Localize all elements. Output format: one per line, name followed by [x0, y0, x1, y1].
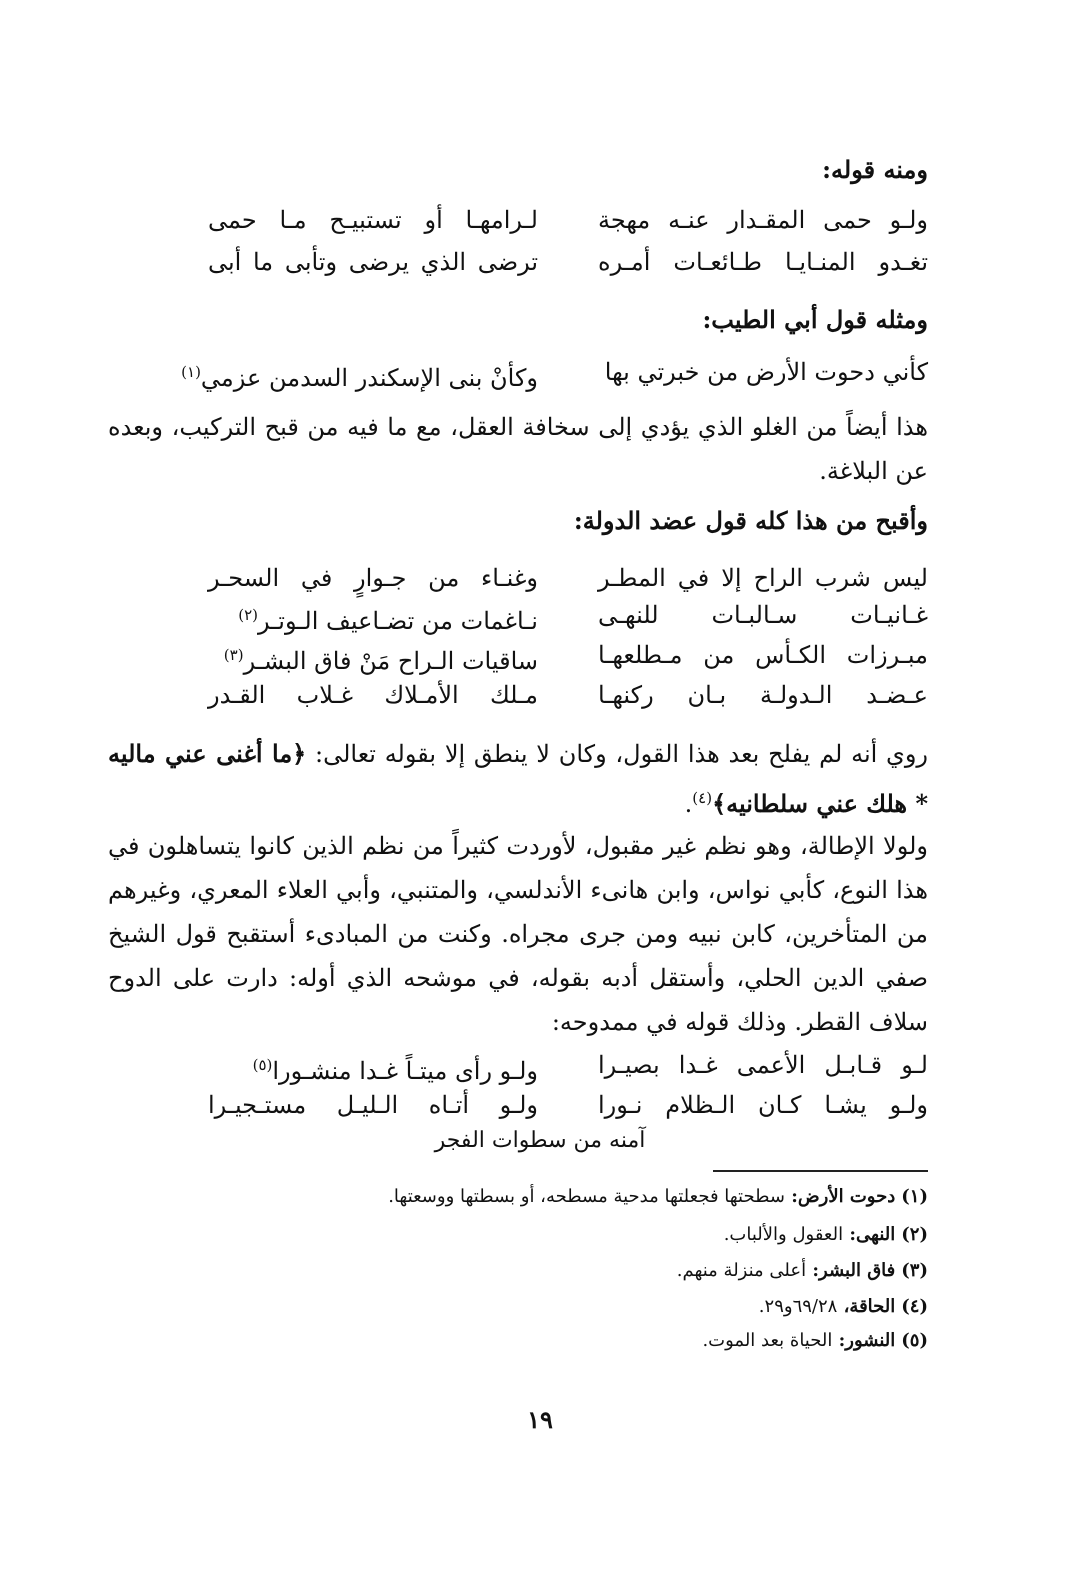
verse-tail: آمنه من سطوات الفجر — [434, 1128, 646, 1153]
verse-hemistich-second: وغنـاء من جـوارٍ في السحـر — [208, 564, 538, 592]
footnote-ref: (٢) — [238, 606, 259, 624]
footnote: (١)دحوت الأرض: سطحتها فجعلتها مدحية مسطحه، أو بسطتها ووسعتها. — [388, 1186, 928, 1207]
footnote: (٢)النهى: العقول والألباب. — [723, 1224, 928, 1245]
verse-hemistich-first: ليس شرب الراح إلا في المطـر — [598, 564, 928, 592]
verse-hemistich-second: لـرامهـا أو تستبيـح مـا حمى — [208, 206, 538, 234]
quran-quote: ﴿ما أغنى عني ماليه * هلك عني سلطانيه﴾ — [108, 739, 928, 818]
verse-hemistich-second: ولـو أتـاه الـليـل مستـجيـرا — [208, 1091, 538, 1119]
verse-hemistich-first: كأني دحوت الأرض من خبرتي بها — [604, 358, 928, 386]
verse-hemistich-second: ولـو رأى ميتـاً غـدا منشـورا$^{(٥)}$ — [252, 1056, 538, 1085]
verse-hemistich-first: ولـو يشـا كـان الـظلام نـورا — [598, 1091, 928, 1119]
verse-hemistich-second: وكأنْ بنى الإسكندر السدمن عزمي$^{(١)}$ — [181, 363, 538, 392]
footnote-divider — [713, 1170, 928, 1172]
footnote: (٣)فاق البشر: أعلى منزلة منهم. — [676, 1260, 928, 1281]
footnote: (٥)النشور: الحياة بعد الموت. — [702, 1330, 928, 1351]
intro-line-2: ومثله قول أبي الطيب: — [702, 305, 928, 334]
verse-hemistich-first: غـانيـات سـالبـات للنهـى — [598, 601, 928, 629]
verse-hemistich-first: عـضـد الـدولـة بـان ركنهـا — [598, 681, 928, 709]
footnote-ref: (٣) — [223, 646, 244, 664]
verse-hemistich-first: مبـرزات الكـأس من مـطلعهـا — [598, 641, 928, 669]
paragraph: هذا أيضاً من الغلو الذي يؤدي إلى سخافة العقل، مع ما فيه من قبح التركيب، وبعده عن البلاغة. — [108, 413, 928, 485]
verse-hemistich-first: لـو قـابـل الأعمى غـدا بصيـرا — [598, 1051, 928, 1079]
verse-hemistich-second: ترضى الذي يرضى وتأبى ما أبى — [208, 248, 538, 276]
paragraph: ولولا الإطالة، وهو نظم غير مقبول، لأوردت كثيراً من نظم الذين كانوا يتساهلون في هذا النوع، كأبي نواس، وابن هانىء الأندلسي، والمتنبي، وأبي العلاء المعري، وغيرهم من المتأخرين، كابن نبيه ومن جرى مجراه. وكنت من المبادىء أستقبح قول الشيخ صفي الدين الحلي، وأستقل أدبه بقوله، في موشحه الذي أوله: دارت على الدوح سلاف القطر. وذلك قوله في ممدوحه: — [108, 832, 928, 1036]
paragraph: روي أنه لم يفلح بعد هذا القول، وكان لا ينطق إلا بقوله تعالى: ﴿ما أغنى عني ماليه * هلك عني سلطانيه﴾$^{(٤)}$. — [108, 739, 929, 818]
verse-hemistich-second: ساقيات الـراح مَنْ فاق البشـر$^{(٣)}$ — [223, 646, 538, 675]
intro-line-3: وأقبح من هذا كله قول عضد الدولة: — [573, 506, 928, 535]
verse-hemistich-second: مـلك الأمـلاك غـلاب القـدر — [208, 681, 538, 709]
verse-hemistich-first: تغـدو المنـايـا طـائعـات أمـره — [598, 248, 928, 276]
footnote: (٤)الحاقة، ٦٩/٢٨و٢٩. — [758, 1296, 928, 1317]
footnote-ref: (٥) — [252, 1056, 273, 1074]
verse-hemistich-second: نـاغمات من تضـاعيف الـوتـر$^{(٢)}$ — [238, 606, 538, 635]
page-number: ١٩ — [527, 1405, 553, 1434]
verse-hemistich-first: ولـو حمى المقـدار عنـه مهجة — [598, 206, 928, 234]
footnote-ref: (١) — [181, 363, 201, 381]
intro-line-1: ومنه قوله: — [822, 155, 928, 184]
footnote-ref: (٤) — [692, 789, 713, 807]
